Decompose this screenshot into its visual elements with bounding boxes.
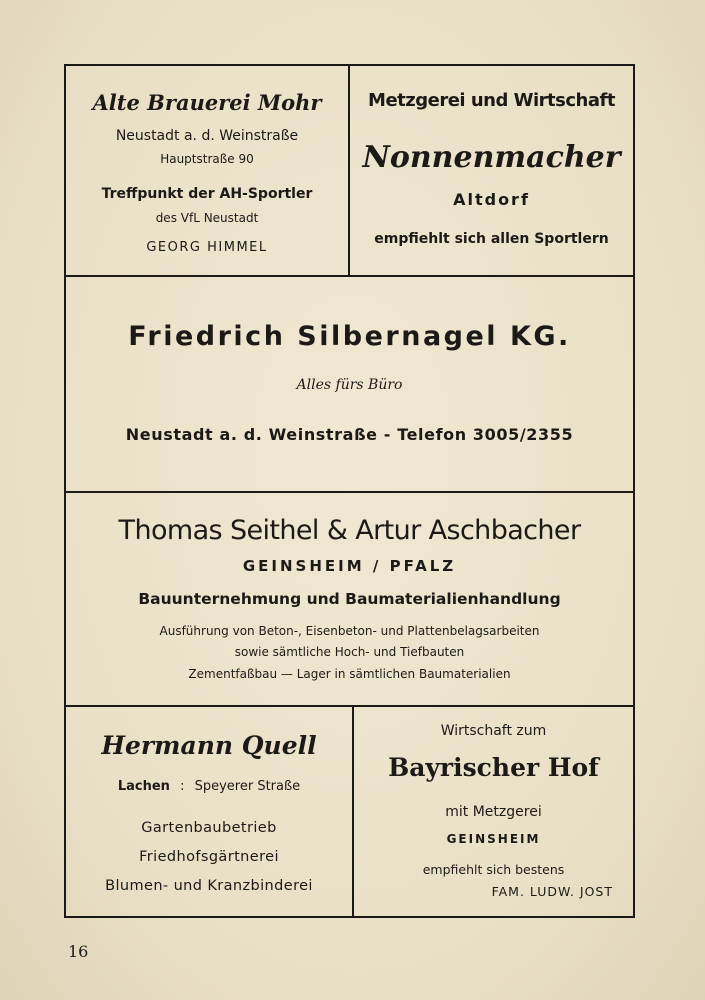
ad-silbernagel bbox=[64, 275, 635, 493]
ad-place: GEINSHEIM / PFALZ bbox=[242, 557, 457, 575]
ad-title: Hermann Quell bbox=[101, 731, 317, 760]
ad-service: Gartenbaubetrieb bbox=[141, 820, 277, 836]
ad-title: Thomas Seithel & Artur Aschbacher bbox=[118, 515, 581, 546]
ad-slogan: empfiehlt sich bestens bbox=[422, 862, 565, 877]
ad-place: Altdorf bbox=[453, 190, 530, 209]
ad-service: Blumen- und Kranzbinderei bbox=[105, 878, 313, 894]
ad-bayrischer-hof bbox=[352, 705, 635, 918]
ad-title: Alte Brauerei Mohr bbox=[92, 90, 322, 115]
ad-place: Lachen bbox=[117, 779, 170, 794]
ad-heading: Metzgerei und Wirtschaft bbox=[368, 90, 615, 111]
ad-trade: Bauunternehmung und Baumaterialienhandlung bbox=[138, 590, 561, 608]
ad-slogan: empfiehlt sich allen Sportlern bbox=[374, 231, 609, 247]
ad-extra: mit Metzgerei bbox=[445, 804, 542, 820]
ad-place: GEINSHEIM bbox=[446, 832, 541, 846]
ad-owner: GEORG HIMMEL bbox=[146, 240, 268, 255]
ad-street: Hauptstraße 90 bbox=[160, 152, 254, 166]
ad-slogan: Treffpunkt der AH-Sportler bbox=[101, 186, 313, 202]
ad-title: Friedrich Silbernagel KG. bbox=[128, 321, 571, 352]
ad-service-line: sowie sämtliche Hoch- und Tiefbauten bbox=[234, 645, 465, 659]
ad-slogan: Alles fürs Büro bbox=[296, 377, 403, 393]
ad-service-line: Zementfaßbau — Lager in sämtlichen Baumaterialien bbox=[188, 667, 511, 681]
ad-title: Nonnenmacher bbox=[362, 140, 621, 175]
ad-hermann-quell bbox=[64, 705, 354, 918]
ad-street: Speyerer Straße bbox=[194, 779, 301, 794]
ad-title: Bayrischer Hof bbox=[388, 753, 599, 782]
ad-service: Friedhofsgärtnerei bbox=[139, 849, 279, 865]
ad-alte-brauerei-mohr bbox=[64, 64, 350, 277]
ad-nonnenmacher bbox=[348, 64, 635, 277]
ad-contact: Neustadt a. d. Weinstraße - Telefon 3005/2355 bbox=[125, 425, 574, 444]
page-number: 16 bbox=[68, 942, 89, 961]
ad-intro: Wirtschaft zum bbox=[440, 723, 547, 739]
ad-service-line: Ausführung von Beton-, Eisenbeton- und Plattenbelagsarbeiten bbox=[159, 624, 540, 638]
ad-club: des VfL Neustadt bbox=[155, 211, 259, 225]
ad-address bbox=[66, 779, 352, 794]
ad-seithel-aschbacher bbox=[64, 491, 635, 707]
ad-city: Neustadt a. d. Weinstraße bbox=[115, 128, 299, 144]
ad-owner: FAM. LUDW. JOST bbox=[491, 884, 613, 899]
ad-separator: : bbox=[180, 779, 185, 794]
